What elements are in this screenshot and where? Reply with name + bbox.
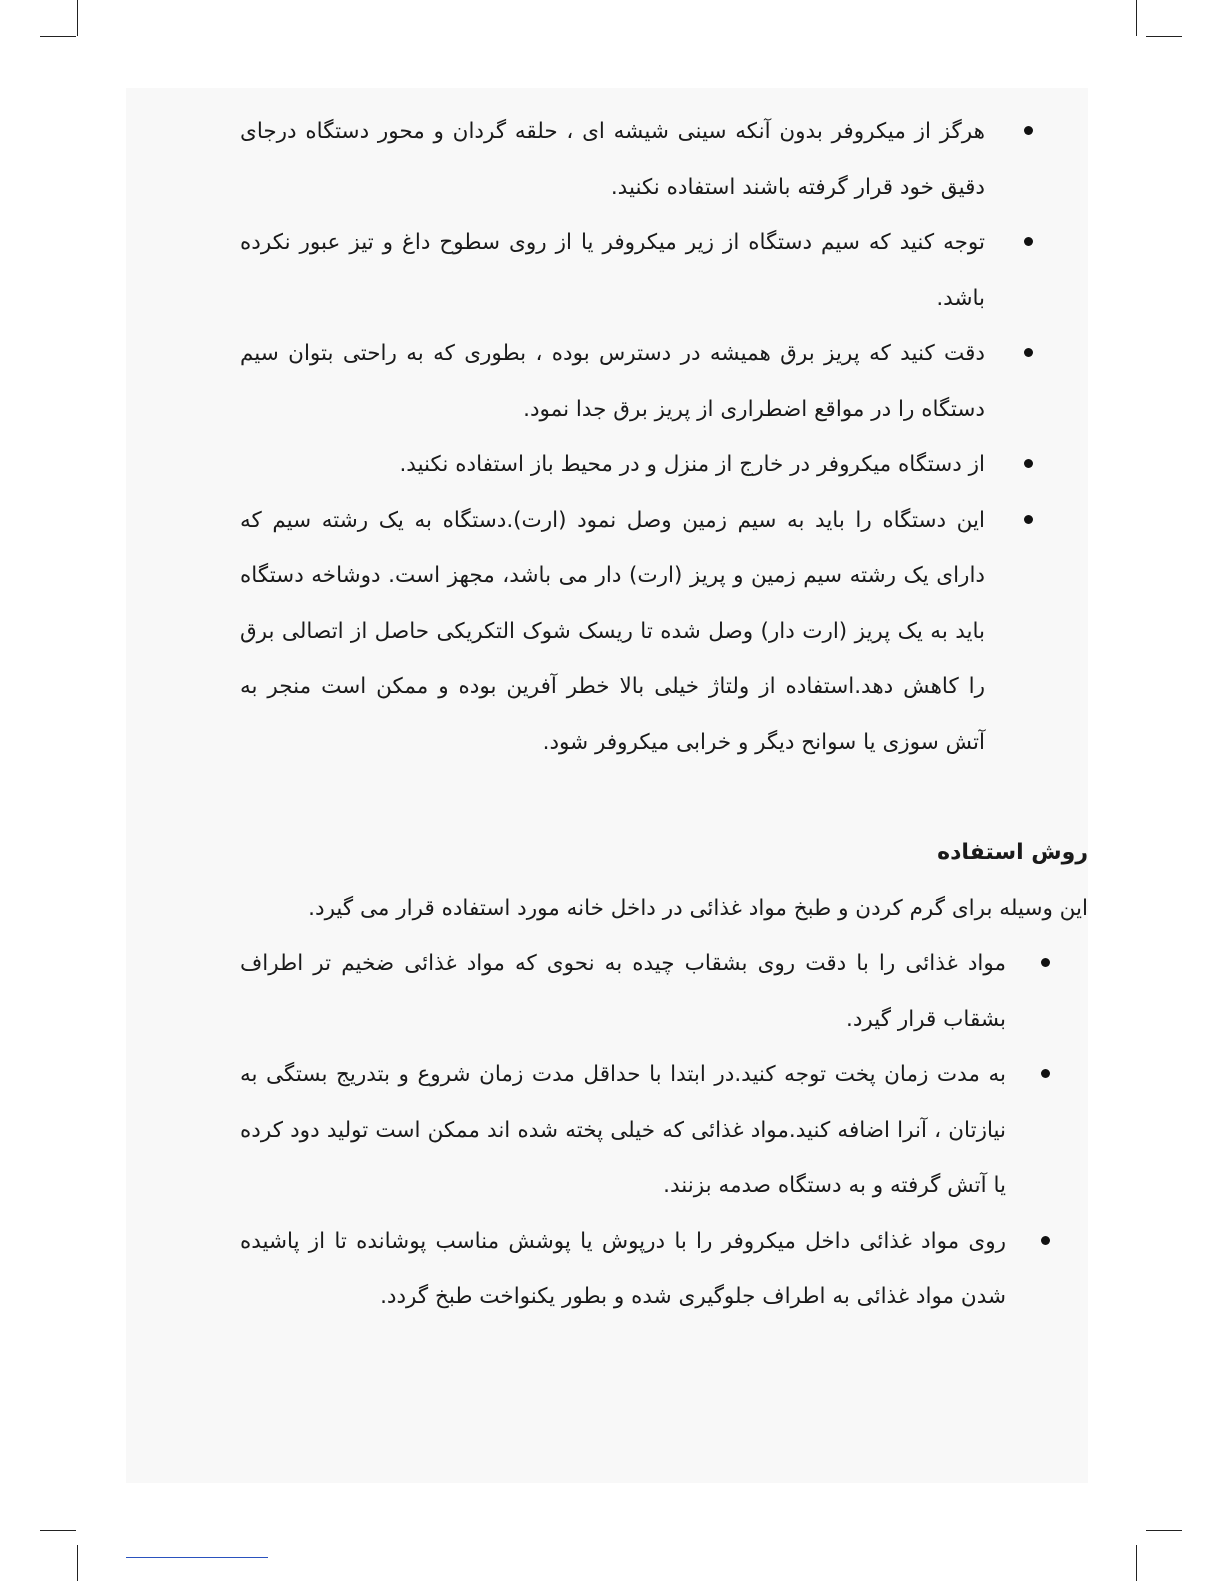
- crop-mark: [1146, 36, 1182, 37]
- section-heading: روش استفاده: [937, 840, 1088, 865]
- crop-mark: [1136, 1545, 1137, 1581]
- usage-list: [240, 936, 1088, 1325]
- list-item-text: این دستگاه را باید به سیم زمین وصل نمود (ارت).دستگاه به یک رشته سیم که دارای یک رشته سیم زمین و پریز (ارت) دار می باشد، مجهز است. دوشاخه دستگاه باید به یک پریز (ارت دار) وصل شده تا ریسک شوک التکریکی حاصل از اتصالی برق را کاهش دهد.استفاده از ولتاژ خیلی بالا خطر آفرین بوده و ممکن است منجر به آتش سوزی یا سوانح دیگر و خرابی میکروفر شود.: [240, 507, 985, 755]
- list-item-text: از دستگاه میکروفر در خارج از منزل و در محیط باز استفاده نکنید.: [399, 452, 985, 477]
- crop-mark: [77, 1545, 78, 1581]
- list-item-text: به مدت زمان پخت توجه کنید.در ابتدا با حداقل مدت زمان شروع و بتدریج بستگی به نیازتان ، آنرا اضافه کنید.مواد غذائی که خیلی پخته شده اند ممکن است تولید دود کرده یا آتش گرفته و به دستگاه صدمه بزنند.: [240, 1062, 1006, 1198]
- list-item: [240, 215, 1088, 326]
- section-intro: این وسیله برای گرم کردن و طبخ مواد غذائی در داخل خانه مورد استفاده قرار می گیرد.: [308, 895, 1088, 921]
- bullet-icon: [1024, 348, 1033, 357]
- list-item-text: توجه کنید که سیم دستگاه از زیر میکروفر یا از روی سطوح داغ و تیز عبور نکرده باشد.: [240, 230, 985, 311]
- crop-mark: [1146, 1530, 1182, 1531]
- bullet-icon: [1041, 1069, 1050, 1078]
- list-item: [240, 936, 1088, 1047]
- safety-list: [240, 104, 1088, 770]
- crop-mark: [40, 36, 76, 37]
- bullet-icon: [1024, 237, 1033, 246]
- document-body: [240, 104, 1088, 1325]
- bullet-icon: [1024, 126, 1033, 135]
- list-item: [240, 326, 1088, 437]
- crop-mark: [40, 1530, 76, 1531]
- list-item: [240, 1047, 1088, 1214]
- crop-mark: [1136, 0, 1137, 36]
- footnote-separator: [126, 1557, 268, 1558]
- bullet-icon: [1024, 459, 1033, 468]
- list-item-text: دقت کنید که پریز برق همیشه در دسترس بوده ، بطوری که به راحتی بتوان سیم دستگاه را در مواقع اضطراری از پریز برق جدا نمود.: [240, 341, 985, 422]
- list-item: [240, 493, 1088, 771]
- crop-mark: [77, 0, 78, 36]
- list-item-text: روی مواد غذائی داخل میکروفر را با درپوش یا پوشش مناسب پوشانده تا از پاشیده شدن مواد غذائی به اطراف جلوگیری شده و بطور یکنواخت طبخ گردد.: [240, 1228, 1006, 1309]
- list-item-text: مواد غذائی را با دقت روی بشقاب چیده به نحوی که مواد غذائی ضخیم تر اطراف بشقاب قرار گیرد.: [240, 951, 1006, 1032]
- list-item: [240, 437, 1088, 493]
- list-item: [240, 104, 1088, 215]
- bullet-icon: [1024, 515, 1033, 524]
- list-item: [240, 1214, 1088, 1325]
- list-item-text: هرگز از میکروفر بدون آنکه سینی شیشه ای ، حلقه گردان و محور دستگاه درجای دقیق خود قرار گرفته باشند استفاده نکنید.: [240, 119, 985, 200]
- bullet-icon: [1041, 958, 1050, 967]
- bullet-icon: [1041, 1236, 1050, 1245]
